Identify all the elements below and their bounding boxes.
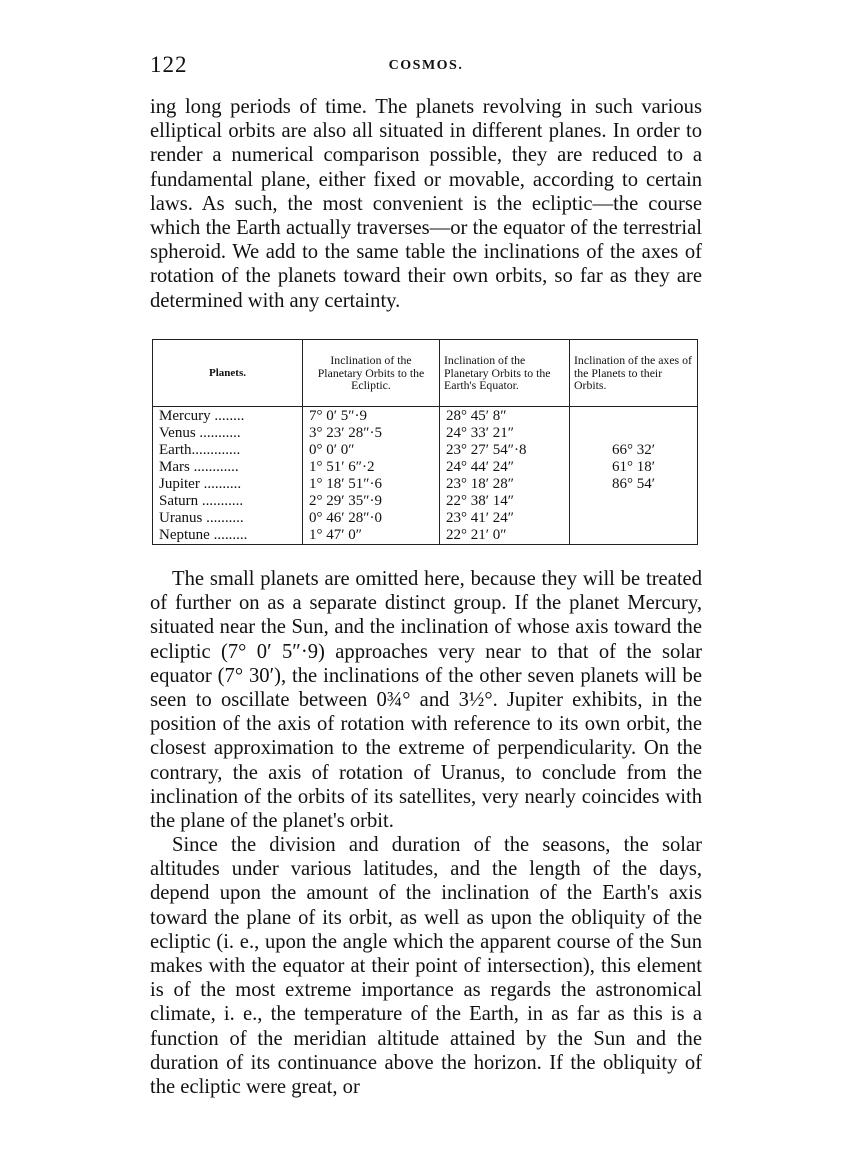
planet-name: Uranus ..........	[153, 510, 303, 527]
table-row	[153, 527, 698, 545]
planet-inclination-table	[152, 339, 697, 545]
header-axis: Inclination of the axes of the Planets to their Orbits.	[570, 340, 698, 407]
axis-inclination: 61° 18′	[570, 458, 698, 475]
paragraph-seasons: Since the division and duration of the seasons, the solar altitudes under various latitudes, and the length of the days, depend upon the amount of the inclination of the Earth's axis toward the plane of its orbit, as well as upon the obliquity of the ecliptic (i. e., upon the angle which the apparent course of the Sun makes with the equator at their point of intersection), this element is of the most extreme importance as regards the astronomical climate, i. e., the temperature of the Earth, in as far as this is a function of the meridian altitude attained by the Sun and the duration of its continuance above the horizon. If the obliquity of the ecliptic were great, or	[150, 834, 702, 1099]
header-planets: Planets.	[153, 340, 303, 407]
planet-name: Saturn ...........	[153, 492, 303, 509]
inclination-table	[152, 339, 698, 545]
equator-inclination: 28° 45′ 8″	[440, 407, 570, 425]
header-equator: Inclination of the Planetary Orbits to the Earth's Equator.	[440, 340, 570, 407]
axis-inclination: 66° 32′	[570, 441, 698, 458]
axis-inclination	[570, 510, 698, 527]
table-header-row	[153, 340, 698, 407]
planet-name: Neptune .........	[153, 527, 303, 545]
table-row	[153, 441, 698, 458]
planet-name: Jupiter ..........	[153, 475, 303, 492]
table-row	[153, 475, 698, 492]
ecliptic-inclination: 7° 0′ 5″·9	[303, 407, 440, 425]
ecliptic-inclination: 1° 47′ 0″	[303, 527, 440, 545]
table-row	[153, 458, 698, 475]
page-header	[150, 52, 702, 82]
running-head: COSMOS.	[388, 58, 464, 73]
planet-name: Mercury ........	[153, 407, 303, 425]
planet-name: Earth.............	[153, 441, 303, 458]
equator-inclination: 24° 33′ 21″	[440, 424, 570, 441]
ecliptic-inclination: 0° 0′ 0″	[303, 441, 440, 458]
planet-name: Mars ............	[153, 458, 303, 475]
equator-inclination: 23° 18′ 28″	[440, 475, 570, 492]
ecliptic-inclination: 3° 23′ 28″·5	[303, 424, 440, 441]
table-row	[153, 492, 698, 509]
table-row	[153, 424, 698, 441]
header-ecliptic: Inclination of the Planetary Orbits to the Ecliptic.	[303, 340, 440, 407]
equator-inclination: 23° 41′ 24″	[440, 510, 570, 527]
axis-inclination	[570, 407, 698, 425]
page-number: 122	[150, 52, 188, 77]
equator-inclination: 23° 27′ 54″·8	[440, 441, 570, 458]
table-row	[153, 510, 698, 527]
planet-name: Venus ...........	[153, 424, 303, 441]
ecliptic-inclination: 1° 51′ 6″·2	[303, 458, 440, 475]
ecliptic-inclination: 0° 46′ 28″·0	[303, 510, 440, 527]
axis-inclination	[570, 527, 698, 545]
axis-inclination	[570, 492, 698, 509]
axis-inclination	[570, 424, 698, 441]
paragraph-small-planets: The small planets are omitted here, because they will be treated of further on as a separate distinct group. If the planet Mercury, situated near the Sun, and the inclination of whose axis toward the ecliptic (7° 0′ 5″·9) approaches very near to that of the solar equator (7° 30′), the inclinations of the other seven planets will be seen to oscillate between 0¾° and 3½°. Jupiter exhibits, in the position of the axis of rotation with reference to its own orbit, the closest approximation to the extreme of perpendicularity. On the contrary, the axis of rotation of Uranus, to conclude from the inclination of the orbits of its satellites, very nearly coincides with the plane of the planet's orbit.	[150, 568, 702, 833]
paragraph-intro: ing long periods of time. The planets revolving in such various elliptical orbits are also all situated in different planes. In order to render a numerical comparison possible, they are reduced to a fundamental plane, either fixed or movable, according to certain laws. As such, the most convenient is the ecliptic—the course which the Earth actually traverses—or the equator of the terrestrial spheroid. We add to the same table the inclinations of the axes of rotation of the planets toward their own orbits, so far as they are determined with any certainty.	[150, 96, 702, 312]
equator-inclination: 22° 21′ 0″	[440, 527, 570, 545]
ecliptic-inclination: 2° 29′ 35″·9	[303, 492, 440, 509]
equator-inclination: 24° 44′ 24″	[440, 458, 570, 475]
table-row	[153, 407, 698, 425]
equator-inclination: 22° 38′ 14″	[440, 492, 570, 509]
ecliptic-inclination: 1° 18′ 51″·6	[303, 475, 440, 492]
axis-inclination: 86° 54′	[570, 475, 698, 492]
